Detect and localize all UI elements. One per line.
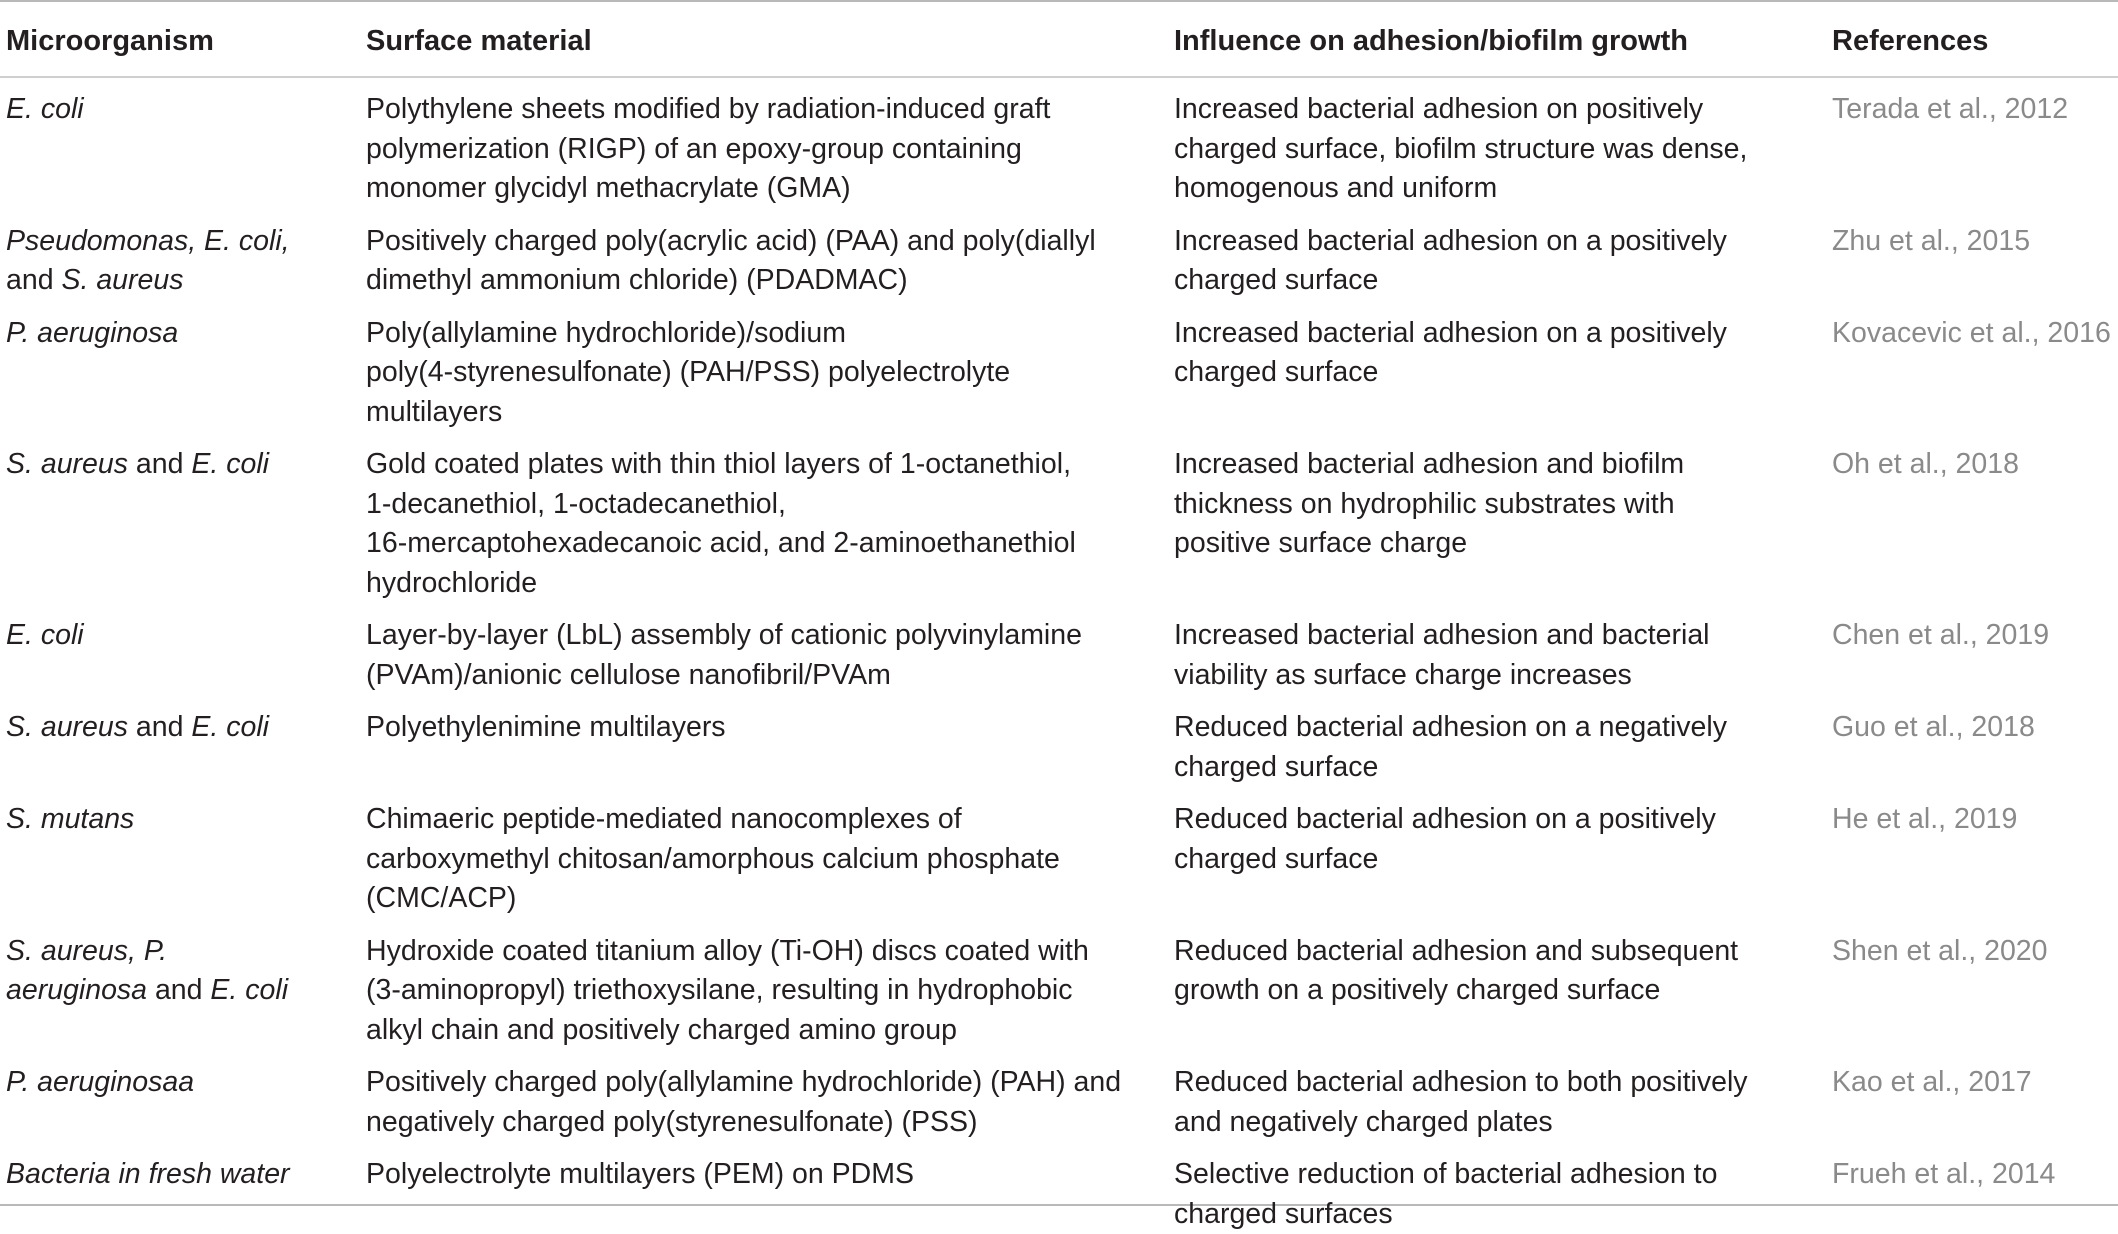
influence-line: Increased bacterial adhesion on a positively <box>1174 222 1832 262</box>
microorganism-line <box>6 445 366 485</box>
microorganism-line <box>6 800 366 840</box>
table-row <box>0 919 2118 1051</box>
cell-surface-material <box>366 695 1174 787</box>
cell-surface-material <box>366 1142 1174 1234</box>
surface-material-line: hydrochloride <box>366 564 1174 604</box>
organism-name: S. aureus <box>6 448 128 480</box>
organism-name: E. coli <box>191 711 269 743</box>
reference-link[interactable]: Frueh et al., 2014 <box>1832 1142 2118 1234</box>
cell-microorganism <box>0 603 366 695</box>
cell-influence <box>1174 603 1832 695</box>
cell-microorganism <box>0 301 366 433</box>
influence-line: charged surface, biofilm structure was dense, <box>1174 130 1832 170</box>
surface-material-line: Gold coated plates with thin thiol layers of 1-octanethiol, <box>366 445 1174 485</box>
microorganism-line <box>6 314 366 354</box>
column-header-microorganism: Microorganism <box>0 2 366 76</box>
microorganism-line <box>6 1063 366 1103</box>
cell-surface-material <box>366 209 1174 301</box>
influence-line: Reduced bacterial adhesion to both positively <box>1174 1063 1832 1103</box>
cell-microorganism <box>0 919 366 1051</box>
surface-material-line: Positively charged poly(allylamine hydrochloride) (PAH) and <box>366 1063 1174 1103</box>
organism-name: P. aeruginosa <box>6 317 178 349</box>
organism-name: E. coli <box>6 93 84 125</box>
influence-line: charged surface <box>1174 748 1832 788</box>
table-row <box>0 787 2118 919</box>
influence-line: charged surface <box>1174 840 1832 880</box>
table-row <box>0 1142 2118 1234</box>
surface-material-line: Polyethylenimine multilayers <box>366 708 1174 748</box>
cell-surface-material <box>366 1050 1174 1142</box>
cell-surface-material <box>366 603 1174 695</box>
organism-name: Pseudomonas, E. coli, <box>6 225 290 257</box>
microorganism-line <box>6 1155 366 1195</box>
cell-microorganism <box>0 1142 366 1234</box>
conjunction-text: and <box>147 974 210 1006</box>
microorganism-line <box>6 222 366 262</box>
influence-line: Reduced bacterial adhesion on a negatively <box>1174 708 1832 748</box>
reference-link[interactable]: Shen et al., 2020 <box>1832 919 2118 1051</box>
surface-material-line: Poly(allylamine hydrochloride)/sodium <box>366 314 1174 354</box>
influence-line: Increased bacterial adhesion on a positively <box>1174 314 1832 354</box>
surface-material-line: (3-aminopropyl) triethoxysilane, resulting in hydrophobic <box>366 971 1174 1011</box>
influence-line: positive surface charge <box>1174 524 1832 564</box>
influence-line: thickness on hydrophilic substrates with <box>1174 485 1832 525</box>
cell-microorganism <box>0 76 366 209</box>
reference-link[interactable]: He et al., 2019 <box>1832 787 2118 919</box>
surface-material-line: polymerization (RIGP) of an epoxy-group containing <box>366 130 1174 170</box>
surface-material-line: alkyl chain and positively charged amino group <box>366 1011 1174 1051</box>
influence-line: Selective reduction of bacterial adhesion to <box>1174 1155 1832 1195</box>
cell-microorganism <box>0 432 366 603</box>
surface-material-line: 1-decanethiol, 1-octadecanethiol, <box>366 485 1174 525</box>
organism-name: E. coli <box>191 448 269 480</box>
surface-material-line: poly(4-styrenesulfonate) (PAH/PSS) polyelectrolyte <box>366 353 1174 393</box>
reference-link[interactable]: Terada et al., 2012 <box>1832 76 2118 209</box>
adhesion-table <box>0 2 2118 1234</box>
cell-surface-material <box>366 76 1174 209</box>
influence-line: and negatively charged plates <box>1174 1103 1832 1143</box>
organism-name: E. coli <box>6 619 84 651</box>
reference-link[interactable]: Kovacevic et al., 2016 <box>1832 301 2118 433</box>
cell-influence <box>1174 919 1832 1051</box>
organism-name: P. aeruginosaa <box>6 1066 194 1098</box>
conjunction-text: and <box>128 711 191 743</box>
column-header-influence: Influence on adhesion/biofilm growth <box>1174 2 1832 76</box>
table-row <box>0 695 2118 787</box>
surface-material-line: (PVAm)/anionic cellulose nanofibril/PVAm <box>366 656 1174 696</box>
cell-influence <box>1174 432 1832 603</box>
surface-material-line: (CMC/ACP) <box>366 879 1174 919</box>
surface-material-line: negatively charged poly(styrenesulfonate) (PSS) <box>366 1103 1174 1143</box>
surface-material-line: carboxymethyl chitosan/amorphous calcium phosphate <box>366 840 1174 880</box>
influence-line: charged surfaces <box>1174 1195 1832 1234</box>
influence-line: Increased bacterial adhesion and biofilm <box>1174 445 1832 485</box>
organism-name: S. aureus <box>6 711 128 743</box>
surface-material-line: Hydroxide coated titanium alloy (Ti-OH) discs coated with <box>366 932 1174 972</box>
column-header-surface-material: Surface material <box>366 2 1174 76</box>
organism-name: S. aureus <box>61 264 183 296</box>
influence-line: viability as surface charge increases <box>1174 656 1832 696</box>
table-row <box>0 1050 2118 1142</box>
cell-influence <box>1174 787 1832 919</box>
organism-name: E. coli <box>210 974 288 1006</box>
cell-influence <box>1174 301 1832 433</box>
cell-surface-material <box>366 301 1174 433</box>
surface-material-line: monomer glycidyl methacrylate (GMA) <box>366 169 1174 209</box>
table-row <box>0 76 2118 209</box>
organism-name: S. mutans <box>6 803 134 835</box>
cell-influence <box>1174 1142 1832 1234</box>
influence-line: charged surface <box>1174 261 1832 301</box>
microorganism-line <box>6 90 366 130</box>
reference-link[interactable]: Kao et al., 2017 <box>1832 1050 2118 1142</box>
cell-microorganism <box>0 695 366 787</box>
microorganism-line <box>6 708 366 748</box>
conjunction-text: and <box>6 264 61 296</box>
cell-microorganism <box>0 787 366 919</box>
organism-name: aeruginosa <box>6 974 147 1006</box>
column-header-references: References <box>1832 2 2118 76</box>
surface-material-line: Layer-by-layer (LbL) assembly of cationic polyvinylamine <box>366 616 1174 656</box>
organism-name: S. aureus, P. <box>6 935 167 967</box>
cell-surface-material <box>366 432 1174 603</box>
surface-material-line: multilayers <box>366 393 1174 433</box>
reference-link[interactable]: Guo et al., 2018 <box>1832 695 2118 787</box>
microorganism-line <box>6 971 366 1011</box>
reference-link[interactable]: Zhu et al., 2015 <box>1832 209 2118 301</box>
table-header-row <box>0 2 2118 76</box>
microorganism-line <box>6 261 366 301</box>
cell-influence <box>1174 695 1832 787</box>
influence-line: charged surface <box>1174 353 1832 393</box>
cell-influence <box>1174 76 1832 209</box>
table-row <box>0 432 2118 603</box>
surface-material-line: Chimaeric peptide-mediated nanocomplexes of <box>366 800 1174 840</box>
table-row <box>0 209 2118 301</box>
cell-surface-material <box>366 919 1174 1051</box>
cell-microorganism <box>0 209 366 301</box>
influence-line: Increased bacterial adhesion on positively <box>1174 90 1832 130</box>
cell-influence <box>1174 209 1832 301</box>
surface-material-line: Polyelectrolyte multilayers (PEM) on PDMS <box>366 1155 1174 1195</box>
cell-surface-material <box>366 787 1174 919</box>
conjunction-text: and <box>128 448 191 480</box>
organism-name: Bacteria in fresh water <box>6 1158 290 1190</box>
influence-line: Reduced bacterial adhesion and subsequent <box>1174 932 1832 972</box>
influence-line: growth on a positively charged surface <box>1174 971 1832 1011</box>
surface-material-line: 16-mercaptohexadecanoic acid, and 2-aminoethanethiol <box>366 524 1174 564</box>
surface-material-line: Positively charged poly(acrylic acid) (PAA) and poly(diallyl <box>366 222 1174 262</box>
cell-influence <box>1174 1050 1832 1142</box>
table-row <box>0 301 2118 433</box>
cell-microorganism <box>0 1050 366 1142</box>
reference-link[interactable]: Chen et al., 2019 <box>1832 603 2118 695</box>
microorganism-line <box>6 932 366 972</box>
influence-line: homogenous and uniform <box>1174 169 1832 209</box>
influence-line: Increased bacterial adhesion and bacterial <box>1174 616 1832 656</box>
microorganism-line <box>6 616 366 656</box>
influence-line: Reduced bacterial adhesion on a positively <box>1174 800 1832 840</box>
reference-link[interactable]: Oh et al., 2018 <box>1832 432 2118 603</box>
table-row <box>0 603 2118 695</box>
table-body <box>0 76 2118 1234</box>
surface-material-line: Polythylene sheets modified by radiation-induced graft <box>366 90 1174 130</box>
surface-material-line: dimethyl ammonium chloride) (PDADMAC) <box>366 261 1174 301</box>
